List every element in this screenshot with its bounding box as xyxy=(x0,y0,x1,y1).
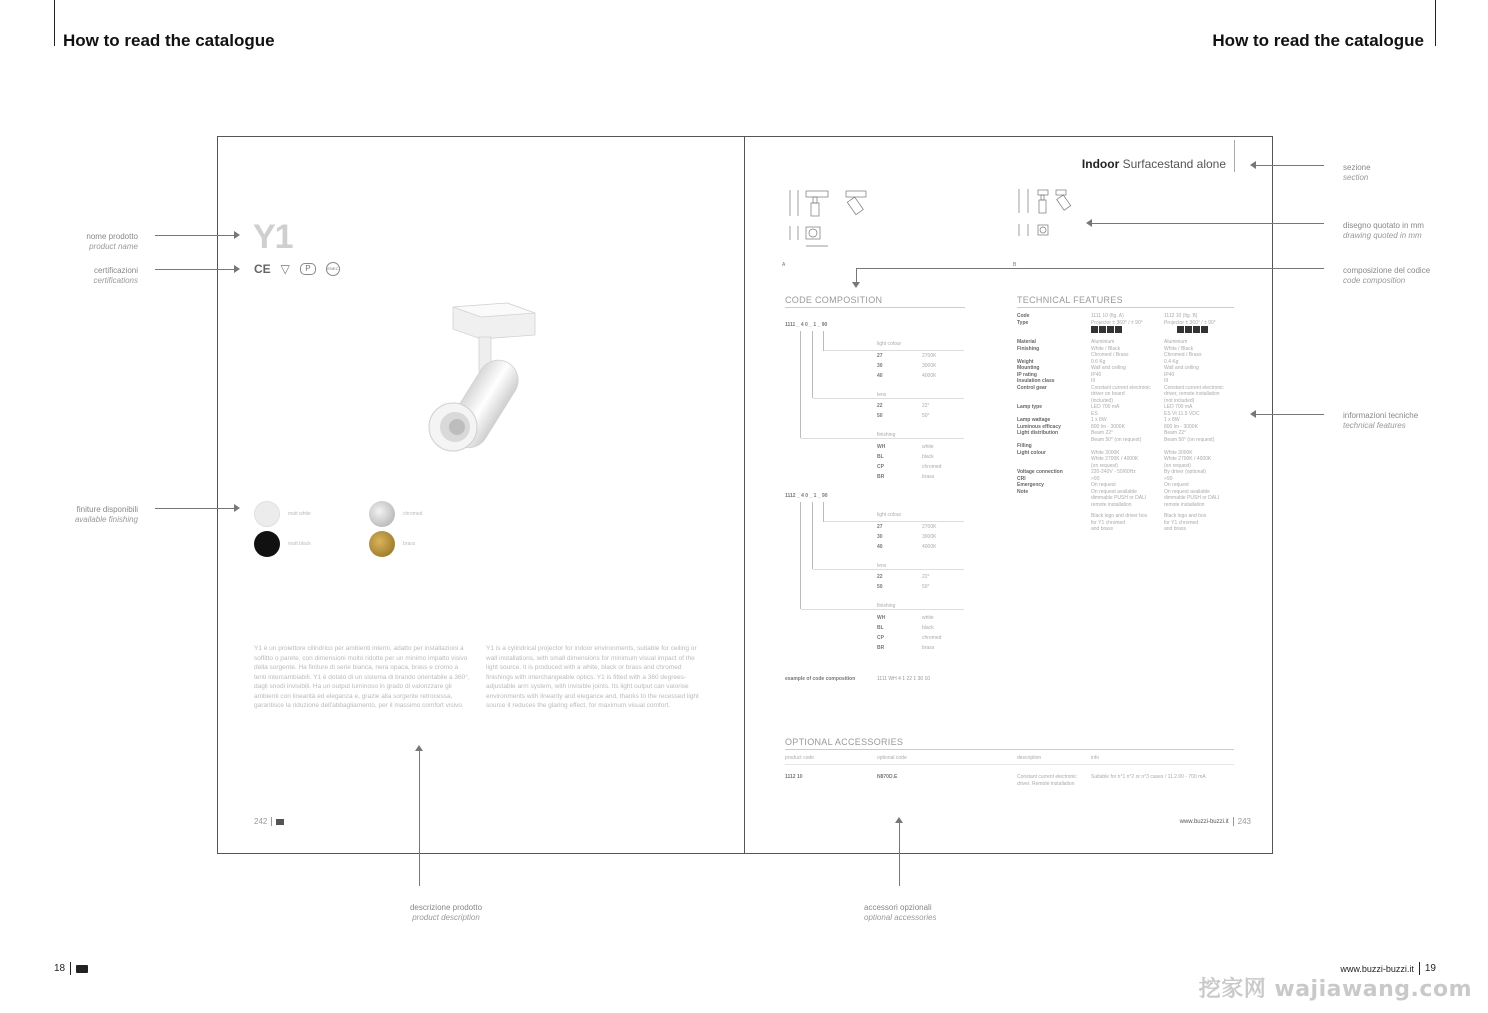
code-block-1-g3-r2-value: black xyxy=(922,454,934,460)
finish-swatch-chromed xyxy=(369,501,395,527)
tech-row-fig-b: 0.4 Kg xyxy=(1164,358,1179,365)
beam-icons-row xyxy=(1091,326,1234,334)
tech-row-fig-a: On request available xyxy=(1091,488,1137,495)
code-block-2-g3-r3-value: chromed xyxy=(922,635,942,641)
code-block-2-g2-r2-code: 50 xyxy=(877,584,883,590)
product-name: Y1 xyxy=(253,218,293,256)
header-left-title: How to read the catalogue xyxy=(63,31,275,50)
right-inner-page-rule xyxy=(1233,817,1234,826)
left-inner-page-number-value: 242 xyxy=(254,817,268,826)
tech-row-fig-b: (on request) xyxy=(1164,462,1191,469)
code-block-2-g3-r2-value: black xyxy=(922,625,934,631)
beam-type-icon xyxy=(1115,326,1122,333)
code-block-2-group-3-title: finishing xyxy=(877,603,896,609)
arrowhead-finishes xyxy=(234,504,240,512)
annotation-finishes-en: available finishing xyxy=(74,515,138,524)
code-block-1-bracket-1 xyxy=(823,331,824,351)
tech-row-label: Finishing xyxy=(1017,345,1040,352)
code-block-1-group-2-title: lens xyxy=(877,392,887,398)
code-block-1-g3-r1-code: WH xyxy=(877,444,886,450)
annotation-description xyxy=(386,903,506,923)
tech-row-fig-a: (on request) xyxy=(1091,462,1118,469)
annotation-certifications-it: certificazioni xyxy=(93,266,138,275)
beam-angle-icons xyxy=(1177,326,1208,334)
tech-row-fig-b: 800 lm - 3000K xyxy=(1164,423,1198,430)
tech-row-label: Light distribution xyxy=(1017,430,1059,436)
code-block-2-g3-r4-value: brass xyxy=(922,645,935,651)
tech-row-fig-b: dimmable PUSH or DALI xyxy=(1164,495,1220,501)
annotation-section xyxy=(1343,163,1371,183)
annotation-code-composition xyxy=(1343,266,1430,286)
arrow-technical xyxy=(1256,414,1324,415)
tech-row-fig-a: III xyxy=(1091,378,1096,384)
annotation-certifications xyxy=(60,266,138,286)
code-block-2-bracket-3 xyxy=(800,502,801,609)
tech-row-fig-a: Projector ± 360° / ± 90° xyxy=(1091,319,1143,326)
accessories-header-product-code: product code xyxy=(785,755,814,761)
annotation-drawing-it: disegno quotato in mm xyxy=(1343,221,1424,230)
footer-right-page-number: 19 xyxy=(1424,963,1436,974)
code-block-2-g2-r1-value: 22° xyxy=(922,574,930,580)
section-title-bold: Indoor xyxy=(1081,157,1120,171)
annotation-product-name xyxy=(60,232,138,252)
tech-row-fig-b: On request xyxy=(1164,482,1189,488)
code-block-2-g1-r1-code: 27 xyxy=(877,524,883,530)
accessory-description: Constant current electronic driver. Remote installation xyxy=(1017,774,1077,787)
code-block-1-g1-r3-value: 4000K xyxy=(922,373,937,379)
arrow-certifications xyxy=(155,269,235,270)
tech-row-label: Luminous efficacy xyxy=(1017,423,1061,430)
code-block-1-group-2-rule xyxy=(813,398,964,399)
technical-features-rule xyxy=(1017,307,1234,308)
tech-row-fig-a: >90 xyxy=(1091,475,1100,482)
code-block-2-g1-r1-value: 2700K xyxy=(922,524,937,530)
code-block-1-g1-r3-code: 40 xyxy=(877,373,883,379)
tech-row-fig-a: 0.6 Kg xyxy=(1091,358,1106,365)
code-block-2-g1-r3-code: 40 xyxy=(877,544,883,550)
arrowhead-certifications xyxy=(234,265,240,273)
tech-row-fig-a: ES xyxy=(1091,410,1098,417)
arrow-description xyxy=(419,750,420,886)
optional-accessories-title: OPTIONAL ACCESSORIES xyxy=(785,737,904,747)
tech-row-fig-a: On request xyxy=(1091,482,1116,488)
code-block-2-g3-r1-code: WH xyxy=(877,615,886,621)
accessories-header-optional-code: optional code xyxy=(877,755,907,761)
tech-row-fig-b: Beam 22° xyxy=(1164,430,1187,436)
code-block-1-g1-r1-value: 2700K xyxy=(922,353,937,359)
code-block-1-g2-r2-code: 50 xyxy=(877,413,883,419)
code-block-2-group-2-rule xyxy=(813,569,964,570)
accessory-product-code: 1112 10 xyxy=(785,774,803,780)
tech-row-fig-b: Constant current electronic xyxy=(1164,384,1224,391)
tech-row-fig-b: White 3000K xyxy=(1164,449,1193,456)
annotation-certifications-en: certifications xyxy=(93,276,138,285)
finish-label-chromed: chromed xyxy=(403,511,423,517)
code-block-1-group-1-title: light colour xyxy=(877,341,902,347)
code-composition-rule xyxy=(785,307,965,308)
accessories-header-info: info xyxy=(1091,755,1100,761)
tech-row-fig-a: 1 x 8W xyxy=(1091,417,1107,423)
tech-row-fig-b: III xyxy=(1164,378,1169,384)
section-title-rule xyxy=(1234,140,1235,172)
tech-row-fig-b: Wall and ceiling xyxy=(1164,365,1199,371)
annotation-code-composition-en: code composition xyxy=(1343,276,1406,285)
left-inner-brand-logo-icon xyxy=(276,819,284,825)
tech-row-fig-a: remote installation xyxy=(1091,501,1132,508)
code-block-2-g1-r2-code: 30 xyxy=(877,534,883,540)
watermark: 挖家网 wajiawang.com xyxy=(1198,977,1472,1002)
code-block-2-bracket-2 xyxy=(812,502,813,569)
code-block-1-group-3-title: finishing xyxy=(877,432,896,438)
annotation-technical-it: informazioni tecniche xyxy=(1343,411,1419,420)
footer-left xyxy=(54,962,88,975)
tech-row-label: Control gear xyxy=(1017,384,1047,391)
tech-row-fig-a: dimmable PUSH or DALI xyxy=(1091,495,1147,501)
right-inner-page-footer xyxy=(1180,817,1251,826)
tech-row-fig-a: Beam 22° xyxy=(1091,430,1114,436)
tech-row-label: Code xyxy=(1017,313,1030,319)
annotation-finishes xyxy=(40,505,138,525)
header-right-rule xyxy=(1435,0,1436,46)
code-block-1-code: 1111 _ 4 0 _ 1 _ 90 xyxy=(785,322,828,328)
code-block-2-g2-r1-code: 22 xyxy=(877,574,883,580)
annotation-code-composition-it: composizione del codice xyxy=(1343,266,1431,275)
tech-row-fig-a: LED 700 mA xyxy=(1091,404,1120,410)
code-block-1-g2-r1-code: 22 xyxy=(877,403,883,409)
tech-row-fig-b: By driver (optional) xyxy=(1164,469,1206,475)
tech-row-label: Lamp type xyxy=(1017,404,1043,410)
tech-row-fig-a: (included) xyxy=(1091,397,1113,404)
tech-row-fig-a: IP40 xyxy=(1091,371,1102,378)
tech-row-fig-a: Constant current electronic xyxy=(1091,384,1151,391)
header-left-rule xyxy=(54,0,55,46)
tech-row-label: Emergency xyxy=(1017,482,1044,488)
tech-row-fig-a: White 3000K xyxy=(1091,449,1120,456)
code-block-1-bracket-3 xyxy=(800,331,801,438)
annotation-accessories xyxy=(864,903,984,923)
arrow-drawing xyxy=(1092,223,1324,224)
annotation-finishes-it: finiture disponibili xyxy=(76,505,138,514)
tech-row-fig-a: Black logo and driver box xyxy=(1091,513,1148,519)
left-inner-page-rule xyxy=(271,817,272,826)
example-code-value: 1111 WH 4 1 22 1 30 10 xyxy=(877,676,931,682)
tech-row-fig-b: Chromed / Brass xyxy=(1164,352,1202,358)
enec-cert-label: ENEC xyxy=(327,266,339,271)
arrowhead-technical xyxy=(1250,410,1256,418)
arrowhead-accessories xyxy=(895,817,903,823)
code-block-2-group-1-rule xyxy=(824,521,964,522)
tech-row-fig-b: (not included) xyxy=(1164,397,1195,404)
tech-row-fig-a: Aluminium xyxy=(1091,339,1115,345)
arrow-accessories xyxy=(899,822,900,886)
code-block-2-code: 1112 _ 4 0 _ 1 _ 90 xyxy=(785,493,828,499)
tech-row-fig-b: White / Black xyxy=(1164,345,1194,352)
code-block-2-g1-r2-value: 3000K xyxy=(922,534,937,540)
annotation-description-en: product description xyxy=(412,913,480,922)
photobiological-cert-icon xyxy=(300,263,316,275)
brand-logo-icon xyxy=(76,965,88,973)
technical-drawing-b xyxy=(1012,186,1082,242)
arrow-code-composition-drop xyxy=(856,268,857,282)
tech-row-fig-b: ES Vt 11.5 VDC xyxy=(1164,410,1200,417)
tech-row-fig-b: 1112 10 (fig. B) xyxy=(1164,313,1198,319)
annotation-accessories-it: accessori opzionali xyxy=(864,903,932,912)
product-description-italian: Y1 è un proiettore cilindrico per ambienti interni, adatto per installazioni a soffitto o parete, con dimensioni molto ridotte per un minimo impatto visivo della sorgente. Ha finiture di serie bianca, nera opaca, brass e cromo a tenti intercambiabili. Y1 è dotato di un sistema di brando orientabile a 360°, dagli snodi invisibili. Ha un output luminoso in grado di valorizzare gli ambienti con linearità ed eleganza e, grazie alla sorgente retrocessa, garantisce la riduzione dell'abbagliamento, per il massimo comfort visivo. xyxy=(254,645,470,709)
annotation-technical xyxy=(1343,411,1418,431)
annotation-description-it: descrizione prodotto xyxy=(409,903,483,912)
code-block-2-g3-r2-code: BL xyxy=(877,625,884,631)
annotation-accessories-en: optional accessories xyxy=(864,913,937,922)
code-block-1-g3-r4-code: BR xyxy=(877,474,885,480)
beam-type-icon xyxy=(1177,326,1184,333)
tech-row-label: IP rating xyxy=(1017,371,1037,378)
accessory-info: Suitable for n°1 n°2 or n°3 cases / 11.2.00 - 700 mA xyxy=(1091,774,1206,780)
arrowhead-drawing xyxy=(1086,219,1092,227)
tech-row-fig-b: LED 700 mA xyxy=(1164,404,1193,410)
finish-swatch-matt-black xyxy=(254,531,280,557)
optional-accessories-rule xyxy=(785,749,1234,750)
footer-left-page-number: 18 xyxy=(54,963,66,974)
tech-row-fig-b: >90 xyxy=(1164,475,1173,482)
code-block-2-g3-r1-value: white xyxy=(922,615,934,621)
triangle-cert-icon: ▽ xyxy=(280,262,290,276)
annotation-section-it: sezione xyxy=(1343,163,1371,172)
drawing-label-b: B xyxy=(1013,262,1017,268)
tech-row-label: CRI xyxy=(1017,475,1026,482)
right-inner-website: www.buzzi-buzzi.it xyxy=(1179,818,1229,825)
tech-row-label: Type xyxy=(1017,319,1029,326)
tech-row-fig-a: for Y1 chromed xyxy=(1091,519,1126,526)
tech-row xyxy=(1017,526,1234,533)
annotation-technical-en: technical features xyxy=(1343,421,1406,430)
product-image-y1-spotlight xyxy=(415,295,550,460)
arrowhead-section xyxy=(1250,161,1256,169)
code-block-1-bracket-2 xyxy=(812,331,813,398)
tech-row-fig-b: Beam 50° (on request) xyxy=(1164,436,1215,443)
code-block-2-g3-r3-code: CP xyxy=(877,635,884,641)
tech-row-label: Light colour xyxy=(1017,449,1046,456)
code-block-1-g2-r2-value: 50° xyxy=(922,413,930,419)
arrow-product-name xyxy=(155,235,235,236)
code-block-1-group-1-rule xyxy=(824,350,964,351)
tech-row-fig-a: 1111 10 (fig. A) xyxy=(1091,313,1124,319)
arrow-finishes xyxy=(155,508,235,509)
tech-row-fig-b: Black logo and box xyxy=(1164,513,1207,519)
code-block-1-g1-r2-code: 30 xyxy=(877,363,883,369)
accessory-optional-code: N870D.E xyxy=(877,774,898,780)
code-block-2-g2-r2-value: 50° xyxy=(922,584,930,590)
accessories-header-description: description xyxy=(1017,755,1042,761)
tech-row-fig-b: 1 x 8W xyxy=(1164,417,1180,423)
tech-row-fig-a: Beam 50° (on request) xyxy=(1091,436,1142,443)
beam-type-icon xyxy=(1185,326,1192,333)
finish-label-matt-black: matt black xyxy=(288,541,311,547)
footer-website: www.buzzi-buzzi.it xyxy=(1340,963,1414,974)
tech-row-label: Weight xyxy=(1017,358,1034,365)
finish-swatch-matt-white xyxy=(254,501,280,527)
header-right-title: How to read the catalogue xyxy=(1212,31,1424,50)
tech-row-fig-b: White 2700K / 4000K xyxy=(1164,456,1212,462)
code-block-2-bracket-1 xyxy=(823,502,824,522)
beam-type-icon xyxy=(1091,326,1098,333)
photobiological-cert-label: P xyxy=(305,264,311,273)
annotation-drawing-en: drawing quoted in mm xyxy=(1343,231,1422,240)
technical-drawing-a xyxy=(780,186,875,252)
tech-row-fig-a: 220-240V - 50/60Hz xyxy=(1091,469,1136,475)
code-block-1-g3-r4-value: brass xyxy=(922,474,935,480)
technical-features-table xyxy=(1017,313,1234,533)
arrow-section xyxy=(1256,165,1324,166)
footer-left-rule xyxy=(70,962,71,975)
arrowhead-description xyxy=(415,745,423,751)
code-block-1-g3-r3-value: chromed xyxy=(922,464,942,470)
tech-row-label: Voltage connection xyxy=(1017,469,1063,475)
annotation-product-name-en: product name xyxy=(89,242,138,251)
code-block-1-g1-r1-code: 27 xyxy=(877,353,883,359)
beam-type-icon xyxy=(1107,326,1114,333)
code-block-2-group-3-rule xyxy=(801,609,964,610)
arrow-code-composition xyxy=(856,268,1324,269)
spread-spine xyxy=(744,136,745,854)
code-block-2-g1-r3-value: 4000K xyxy=(922,544,937,550)
section-title-rest: Surfacestand alone xyxy=(1122,157,1226,171)
code-block-2-group-1-title: light colour xyxy=(877,512,902,518)
code-block-1-g3-r2-code: BL xyxy=(877,454,884,460)
technical-features-title: TECHNICAL FEATURES xyxy=(1017,295,1123,305)
tech-row-label: Mounting xyxy=(1017,365,1040,371)
code-block-2-g3-r4-code: BR xyxy=(877,645,885,651)
tech-row-fig-b: Aluminium xyxy=(1164,339,1188,345)
tech-row-fig-a: 800 lm - 3000K xyxy=(1091,423,1125,430)
ce-mark-icon: CE xyxy=(254,262,271,276)
annotation-section-en: section xyxy=(1343,173,1369,182)
accessories-header-rule xyxy=(785,764,1234,765)
drawing-label-a: A xyxy=(782,262,786,268)
tech-row-fig-b: On request available xyxy=(1164,488,1210,495)
code-block-1-g3-r3-code: CP xyxy=(877,464,884,470)
enec-cert-icon xyxy=(326,262,340,276)
example-code-label: example of code composition xyxy=(785,676,856,682)
code-block-1-g1-r2-value: 3000K xyxy=(922,363,937,369)
code-block-1-g2-r1-value: 22° xyxy=(922,403,930,409)
tech-row-fig-b: IP40 xyxy=(1164,371,1175,378)
finish-label-matt-white: matt white xyxy=(288,511,311,517)
product-description-english: Y1 is a cylindrical projector for indoor environments, suitable for ceiling or wall installations, with small dimensions for minimum visual impact of the light source. It is produced with a white, black or brass and chromed finishings with interchangeable optics. Y1 is fitted with a 360 degrees-adjustable arm system, with invisible joints. Its light output can valorise environments with linearity and elegance and, thanks to the recessed light source it reduces the glaring effect, for maximum visual comfort. xyxy=(486,645,699,709)
tech-row-fig-a: Wall and ceiling xyxy=(1091,365,1126,371)
tech-row-label: Material xyxy=(1017,339,1036,345)
section-title xyxy=(1082,157,1226,171)
beam-angle-icons xyxy=(1091,326,1122,334)
tech-row-fig-a: and brass xyxy=(1091,526,1113,532)
tech-row-fig-a: driver on board xyxy=(1091,391,1125,397)
tech-row-fig-b: Projector ± 360° / ± 90° xyxy=(1164,319,1216,326)
finish-label-brass: brass xyxy=(403,541,416,547)
beam-type-icon xyxy=(1099,326,1106,333)
tech-row-fig-b: driver, remote installation xyxy=(1164,391,1220,397)
tech-row-label: Lamp wattage xyxy=(1017,417,1051,423)
tech-row-label: Note xyxy=(1017,488,1029,495)
left-inner-page-number xyxy=(254,817,284,826)
tech-row-fig-b: remote installation xyxy=(1164,501,1205,508)
tech-row-label xyxy=(1017,526,1091,533)
certification-icons xyxy=(254,262,340,276)
code-composition-title: CODE COMPOSITION xyxy=(785,295,883,305)
code-block-1-group-3-rule xyxy=(801,438,964,439)
tech-row-fig-a: White 2700K / 4000K xyxy=(1091,456,1139,462)
code-block-1-g3-r1-value: white xyxy=(922,444,934,450)
beam-type-icon xyxy=(1193,326,1200,333)
beam-type-icon xyxy=(1201,326,1208,333)
arrowhead-product-name xyxy=(234,231,240,239)
tech-row-fig-a: White / Black xyxy=(1091,345,1121,352)
code-block-2-group-2-title: lens xyxy=(877,563,887,569)
tech-row-label: Insulation class xyxy=(1017,378,1055,384)
tech-row-fig-b: and brass xyxy=(1164,526,1186,532)
right-inner-page-number: 243 xyxy=(1237,817,1251,826)
arrowhead-code-composition xyxy=(852,282,860,288)
annotation-drawing xyxy=(1343,221,1424,241)
tech-row-fig-a: Chromed / Brass xyxy=(1091,352,1129,358)
tech-row-fig-b: for Y1 chromed xyxy=(1164,519,1199,526)
finish-swatch-brass xyxy=(369,531,395,557)
tech-row-label: Filling xyxy=(1017,443,1032,449)
annotation-product-name-it: nome prodotto xyxy=(86,232,138,241)
